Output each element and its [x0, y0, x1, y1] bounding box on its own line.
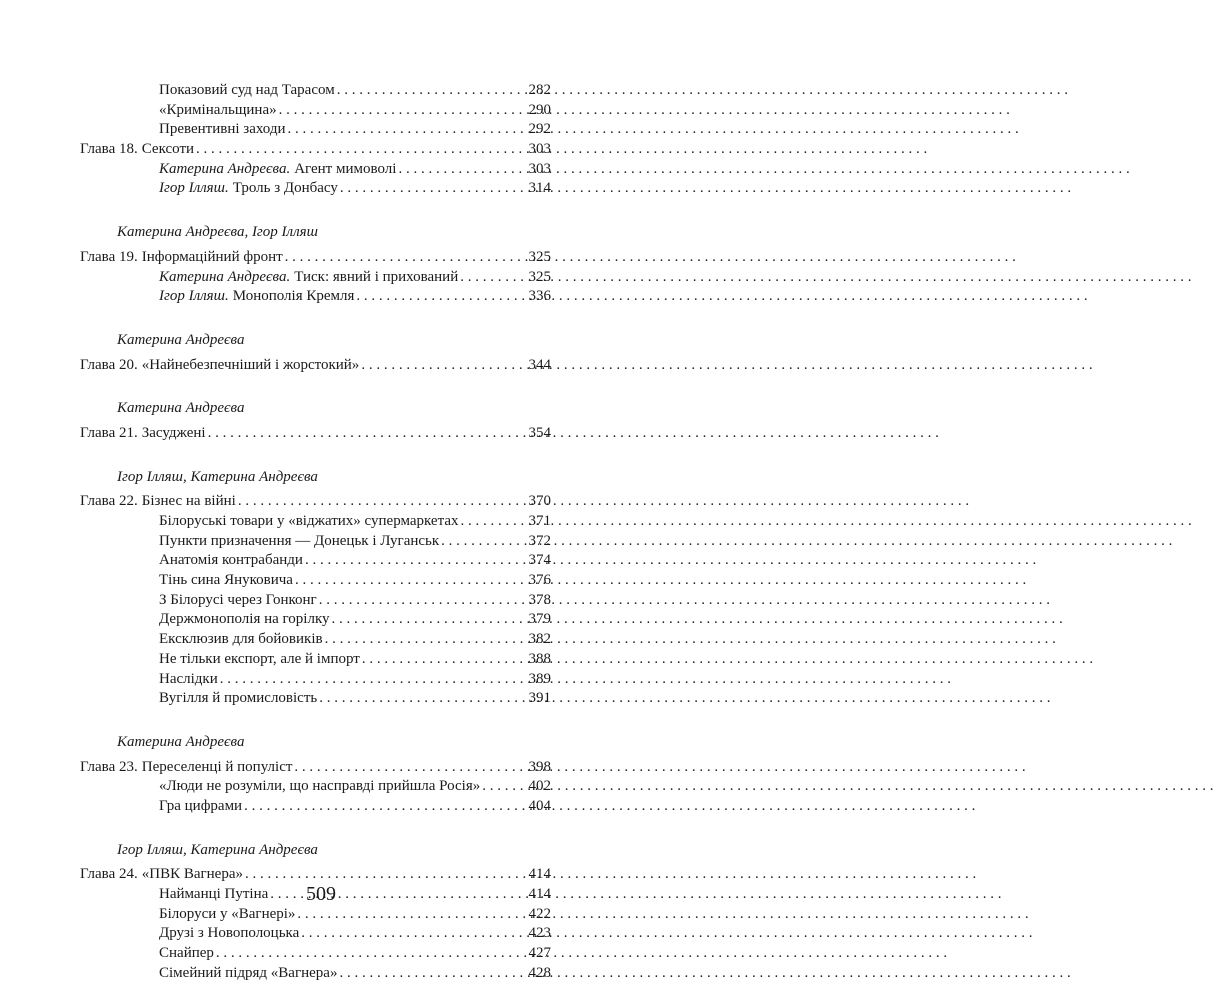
- toc-section: [0, 733, 642, 817]
- toc-page-number: 303: [528, 160, 551, 177]
- subentry-author: Катерина Андреєва.: [159, 160, 291, 177]
- toc-page-number: 372: [528, 532, 551, 549]
- toc-page-number: 325: [528, 248, 551, 265]
- toc-subentry: [159, 689, 551, 709]
- dot-leader: [337, 964, 528, 984]
- toc-page-number: 402: [528, 778, 551, 795]
- toc-page-number: 379: [528, 611, 551, 628]
- toc-page-number: 374: [528, 552, 551, 569]
- dot-leader: [396, 160, 528, 180]
- toc-subentry-title: Троль з Донбасу: [232, 180, 338, 197]
- dot-leader: [293, 571, 529, 591]
- dot-leader: [295, 905, 528, 925]
- section-authors: Ігор Ілляш, Катерина Андреєва: [117, 468, 318, 485]
- toc-subentry-title-wrap: [159, 287, 354, 307]
- toc-page-number: 422: [528, 905, 551, 922]
- toc-subentry: [159, 630, 551, 650]
- section-authors: Катерина Андреєва, Ігор Ілляш: [117, 224, 318, 241]
- toc-subentry: [159, 120, 551, 140]
- chapter-label: Глава 21.: [80, 424, 138, 441]
- subentry-author: Ігор Ілляш.: [159, 288, 229, 305]
- toc-page-number: 282: [528, 82, 551, 98]
- toc-subentry: [159, 924, 551, 944]
- dot-leader: [359, 356, 528, 376]
- toc-section: [0, 331, 642, 375]
- toc-subentry-title: Превентивні заходи: [159, 121, 286, 138]
- dot-leader: [338, 179, 529, 199]
- dot-leader: [317, 591, 529, 611]
- toc-section: [0, 399, 642, 443]
- chapter-title: «ПВК Вагнера»: [141, 866, 243, 883]
- dot-leader: [439, 532, 528, 552]
- chapter-title: Засуджені: [141, 424, 206, 441]
- dot-leader: [303, 551, 529, 571]
- toc-subentry-title: Найманці Путіна: [159, 886, 269, 902]
- chapter-label: Глава 18.: [80, 141, 138, 158]
- toc-page-number: 354: [528, 424, 551, 441]
- toc-subentry-title: Снайпер: [159, 945, 214, 962]
- toc-subentry: [159, 591, 551, 611]
- dot-leader: [292, 758, 528, 778]
- toc-page-number: 303: [528, 141, 551, 158]
- section-authors: Катерина Андреєва: [117, 331, 245, 348]
- toc-subentry-title: Не тільки експорт, але й імпорт: [159, 650, 360, 667]
- section-authors: Ігор Ілляш, Катерина Андреєва: [117, 841, 318, 858]
- chapter-label: Глава 22.: [80, 493, 138, 510]
- dot-leader: [323, 630, 529, 650]
- toc-subentry: [159, 160, 551, 180]
- toc-subentry-title: Монополія Кремля: [232, 288, 355, 305]
- toc-subentry: [159, 81, 551, 101]
- toc-chapter-entry: [80, 140, 551, 160]
- dot-leader: [354, 287, 528, 307]
- toc-subentry-title: З Білорусі через Гонконг: [159, 591, 317, 608]
- toc-chapter-title-wrap: [80, 492, 236, 512]
- subentry-author: Катерина Андреєва.: [159, 268, 291, 285]
- toc-page-number: 428: [528, 964, 551, 981]
- toc-chapter-entry: [80, 356, 551, 376]
- toc-subentry-title-wrap: [159, 160, 396, 180]
- toc-chapter-entry: [80, 424, 551, 444]
- toc-subentry-title: Агент мимоволі: [294, 160, 397, 177]
- toc-page-number: 404: [528, 797, 551, 814]
- toc-page-number: 336: [528, 288, 551, 305]
- dot-leader: [218, 670, 529, 690]
- chapter-label: Глава 23.: [80, 758, 138, 775]
- toc-subentry-title: Показовий суд над Тарасом: [159, 82, 335, 98]
- toc-subentry: [159, 964, 551, 984]
- section-authors: Катерина Андреєва: [117, 400, 245, 417]
- toc-subentry: [159, 650, 551, 670]
- toc-section: [0, 841, 642, 984]
- toc-subentry-title-wrap: [159, 268, 458, 288]
- toc-subentry: [159, 287, 551, 307]
- dot-leader: [360, 650, 529, 670]
- toc-subentry-title: Наслідки: [159, 670, 218, 687]
- dot-leader: [317, 689, 528, 709]
- toc-page-number: 325: [528, 268, 551, 285]
- chapter-title: Бізнес на війні: [141, 493, 236, 510]
- toc-subentry-title: Білоруські товари у «віджатих» супермаркетах: [159, 513, 459, 529]
- toc-subentry: [159, 777, 551, 797]
- subentry-author: Ігор Ілляш.: [159, 180, 229, 197]
- toc-subentry: [159, 905, 551, 925]
- toc-chapter-entry: [80, 248, 551, 268]
- toc-section-continuation: [0, 81, 642, 199]
- toc-section: [0, 468, 642, 709]
- toc-page-number: 391: [528, 690, 551, 707]
- toc-chapter-entry: [80, 492, 551, 512]
- toc-page-number: 290: [528, 101, 551, 118]
- chapter-label: Глава 20.: [80, 356, 138, 373]
- toc-chapter-title-wrap: [80, 758, 292, 778]
- toc-page-number: 414: [528, 866, 551, 883]
- toc-subentry-title: Анатомія контрабанди: [159, 552, 303, 569]
- toc-subentry: [159, 179, 551, 199]
- toc-page-number: 344: [528, 356, 551, 373]
- chapter-label: Глава 19.: [80, 248, 138, 265]
- toc-chapter-title-wrap: [80, 248, 283, 268]
- dot-leader: [242, 797, 528, 817]
- toc-page-number: 382: [528, 631, 551, 648]
- toc-page-number: 389: [528, 670, 551, 687]
- dot-leader: [299, 924, 528, 944]
- dot-leader: [283, 248, 529, 268]
- dot-leader: [286, 120, 529, 140]
- toc-subentry-title: Тінь сина Януковича: [159, 572, 293, 589]
- toc-subentry: [159, 797, 551, 817]
- toc-subentry-title: Держмонополія на горілку: [159, 611, 330, 628]
- section-authors: Катерина Андреєва: [117, 733, 245, 750]
- dot-leader: [330, 610, 529, 630]
- toc-page-number: 414: [528, 886, 551, 902]
- toc-subentry-title: Вугілля й промисловість: [159, 690, 318, 707]
- toc-subentry-title: Білоруси у «Вагнері»: [159, 905, 296, 922]
- dot-leader: [458, 512, 528, 532]
- toc-chapter-title-wrap: [80, 424, 206, 444]
- toc-subentry: [159, 532, 551, 552]
- toc-subentry: [159, 551, 551, 571]
- toc-subentry: [159, 571, 551, 591]
- dot-leader: [480, 777, 528, 797]
- toc-page-number: 314: [528, 180, 551, 197]
- toc-subentry-title: Ексклюзив для бойовиків: [159, 631, 323, 648]
- toc-subentry-title: Гра цифрами: [159, 797, 243, 814]
- chapter-title: Сексоти: [141, 141, 195, 158]
- toc-subentry: [159, 944, 551, 964]
- toc-subentry-title: «Люди не розуміли, що насправді прийшла Росія»: [159, 778, 481, 795]
- chapter-title: «Найнебезпечніший і жорстокий»: [141, 356, 360, 373]
- toc-subentry-title: Тиск: явний і прихований: [294, 268, 459, 285]
- toc-page-number: 398: [528, 758, 551, 775]
- dot-leader: [194, 140, 528, 160]
- toc-chapter-title-wrap: [80, 140, 194, 160]
- toc-page-number: 292: [528, 121, 551, 138]
- toc-subentry-title: Сімейний підряд «Вагнера»: [159, 964, 338, 981]
- dot-leader: [277, 101, 529, 121]
- toc-subentry: [159, 610, 551, 630]
- table-of-contents: [0, 81, 642, 983]
- chapter-label: Глава 24.: [80, 866, 138, 883]
- toc-section: [0, 223, 642, 307]
- toc-page-number: 376: [528, 572, 551, 589]
- toc-subentry-title: Друзі з Новополоцька: [159, 925, 300, 942]
- chapter-title: Переселенці й популіст: [141, 758, 293, 775]
- toc-chapter-entry: [80, 758, 551, 778]
- dot-leader: [236, 492, 529, 512]
- dot-leader: [214, 944, 529, 964]
- toc-chapter-title-wrap: [80, 356, 359, 376]
- page-number-folio: 509: [306, 883, 336, 905]
- dot-leader: [458, 268, 528, 288]
- toc-page-number: 370: [528, 493, 551, 510]
- toc-subentry: [159, 512, 551, 532]
- toc-subentry-title-wrap: [159, 179, 338, 199]
- dot-leader: [206, 424, 529, 444]
- toc-page-number: 371: [528, 513, 551, 529]
- toc-subentry-title: Пункти призначення — Донецьк і Луганськ: [159, 532, 440, 549]
- chapter-title: Інформаційний фронт: [141, 248, 283, 265]
- dot-leader: [335, 81, 529, 101]
- toc-page-number: 427: [528, 945, 551, 962]
- toc-page-number: 388: [528, 650, 551, 667]
- toc-page-number: 423: [528, 925, 551, 942]
- toc-subentry: [159, 670, 551, 690]
- toc-subentry-title: «Кримінальщина»: [159, 101, 277, 118]
- toc-page-number: 378: [528, 591, 551, 608]
- toc-subentry: [159, 268, 551, 288]
- toc-subentry: [159, 101, 551, 121]
